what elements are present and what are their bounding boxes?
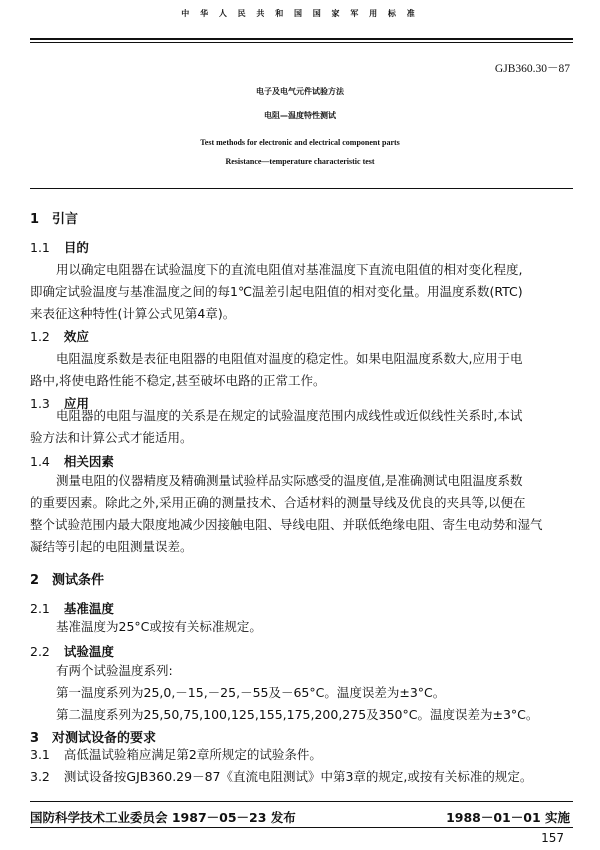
section-2-2-line-2: 第一温度系列为25,0,－15,－25,－55及－65°C。温度误差为±3°C。 <box>56 685 446 700</box>
clause-title: 目的 <box>63 240 89 255</box>
section-1-heading: 1 引言 <box>30 212 79 227</box>
clause-title: 基准温度 <box>63 601 114 616</box>
issuer-and-issue-date: 国防科学技术工业委员会 1987－05－23 发布 <box>30 810 296 825</box>
section-1-4-line-2: 的重要因素。除此之外,采用正确的测量技术、合适材料的测量导线及优良的夹具等,以便在 <box>30 495 526 510</box>
header-rule-thick <box>30 38 573 40</box>
section-2-2-line-3: 第二温度系列为25,50,75,100,125,155,175,200,275及350°C。温度误差为±3°C。 <box>56 707 539 722</box>
clause-title: 应用 <box>63 396 89 411</box>
section-1-1-line-3: 来表征这种特性(计算公式见第4章)。 <box>30 306 236 321</box>
clause-number: 1.3 <box>30 396 50 411</box>
section-2-2-heading <box>30 642 114 660</box>
clause-title: 相关因素 <box>63 454 114 469</box>
section-3-1 <box>30 744 322 766</box>
title-cn-line1: 电子及电气元件试验方法 <box>256 87 344 96</box>
section-1-3-line-2: 验方法和计算公式才能适用。 <box>30 430 193 445</box>
section-2-1-line-1: 基准温度为25°C或按有关标准规定。 <box>56 619 262 634</box>
section-3-heading: 3 对测试设备的要求 <box>30 731 157 746</box>
section-1-2-line-1: 电阻温度系数是表征电阻器的电阻值对温度的稳定性。如果电阻温度系数大,应用于电 <box>56 351 523 366</box>
section-1-4-line-1: 测量电阻的仪器精度及精确测量试验样品实际感受的温度值,是准确测试电阻温度系数 <box>56 473 523 488</box>
clause-number: 1.1 <box>30 240 50 255</box>
title-cn-line2: 电阻—温度特性测试 <box>264 111 336 120</box>
section-1-3-line-1: 电阻器的电阻与温度的关系是在规定的试验温度范围内成线性或近似线性关系时,本试 <box>56 408 523 423</box>
clause-number: 3.1 <box>30 747 50 762</box>
clause-title: 效应 <box>63 329 89 344</box>
national-standard-banner: 中 华 人 民 共 和 国 国 家 军 用 标 准 <box>181 9 419 18</box>
clause-number: 2.2 <box>30 644 50 659</box>
header-rule-thin <box>30 42 573 43</box>
section-1-1-heading <box>30 238 89 256</box>
clause-number: 3.2 <box>30 769 50 784</box>
section-3-2 <box>30 766 532 788</box>
section-1-2-line-2: 路中,将使电路性能不稳定,甚至破坏电路的正常工作。 <box>30 373 326 388</box>
section-1-1-line-2: 即确定试验温度与基准温度之间的每1℃温差引起电阻值的相对变化量。用温度系数(RTC) <box>30 284 523 299</box>
section-2-1-heading <box>30 599 114 617</box>
clause-text: 高低温试验箱应满足第2章所规定的试验条件。 <box>63 747 322 762</box>
clause-number: 1.4 <box>30 454 50 469</box>
section-1-4-line-3: 整个试验范围内最大限度地减少因接触电阻、导线电阻、并联低绝缘电阻、寄生电动势和湿气 <box>30 517 543 532</box>
clause-number: 2.1 <box>30 601 50 616</box>
footer-rule-top <box>30 801 573 802</box>
section-2-heading: 2 测试条件 <box>30 573 105 588</box>
section-1-4-line-4: 凝结等引起的电阻测量误差。 <box>30 539 193 554</box>
page-number: 157 <box>541 831 564 845</box>
title-en-line2: Resistance—temperature characteristic test <box>225 157 375 166</box>
effective-date: 1988－01－01 实施 <box>446 810 570 825</box>
section-2-2-line-1: 有两个试验温度系列: <box>56 663 173 678</box>
section-1-4-heading <box>30 452 114 470</box>
clause-number: 1.2 <box>30 329 50 344</box>
clause-title: 试验温度 <box>63 644 114 659</box>
standard-code: GJB360.30－87 <box>494 63 570 75</box>
section-1-2-heading <box>30 327 89 345</box>
title-en-line1: Test methods for electronic and electrical component parts <box>200 138 400 147</box>
section-1-1-line-1: 用以确定电阻器在试验温度下的直流电阻值对基准温度下直流电阻值的相对变化程度, <box>56 262 523 277</box>
clause-text: 测试设备按GJB360.29－87《直流电阻测试》中第3章的规定,或按有关标准的规定。 <box>63 769 533 784</box>
footer-rule-bottom <box>30 827 573 828</box>
title-divider <box>30 188 573 189</box>
